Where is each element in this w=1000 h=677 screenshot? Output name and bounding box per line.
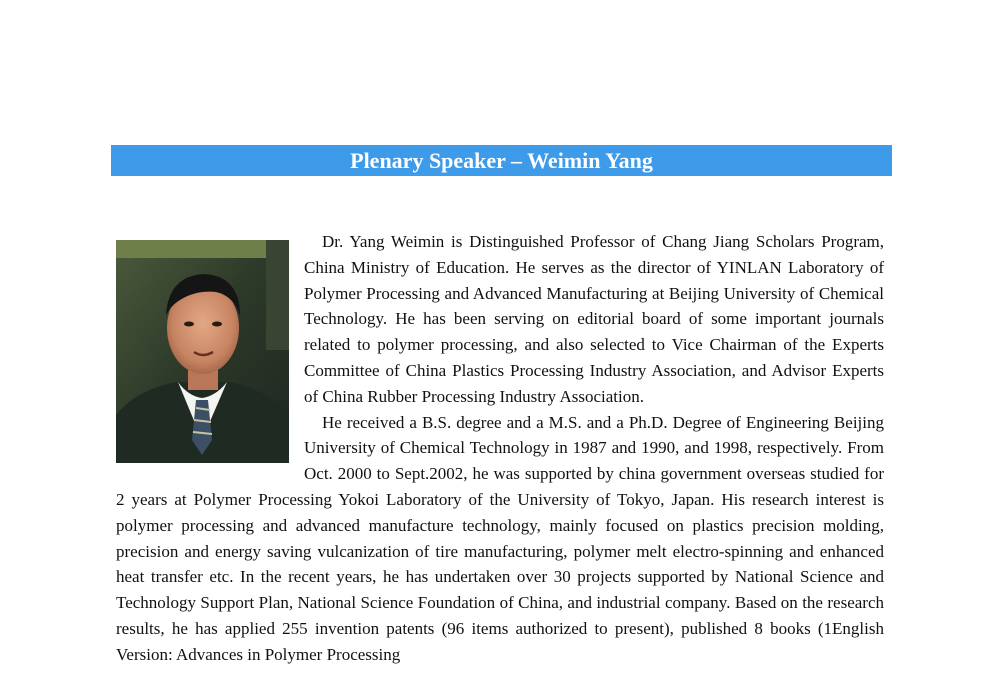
title-banner [111,145,892,176]
speaker-photo-image [116,240,289,463]
bio-paragraph-2: He received a B.S. degree and a M.S. and a Ph.D. Degree of Engineering Beijing University of Chemical Technology in 1987 and 1990, and 1998, respectively. From Oct. 2000 to Sept.2002, he was supported by china government overseas studied for 2 years at Polymer Processing Yokoi Laboratory of the University of Tokyo, Japan. His research interest is polymer processing and advanced manufacture technology, mainly focused on plastics precision molding, precision and energy saving vulcanization of tire manufacturing, polymer melt electro-spinning and enhanced heat transfer etc. In the recent years, he has undertaken over 30 projects supported by National Science and Technology Support Plan, National Science Foundation of China, and industrial company. Based on the research results, he has applied 255 invention patents (96 items authorized to present), published 8 books (1English Version: Advances in Polymer Processing [116,412,884,664]
bio-paragraph-1: Dr. Yang Weimin is Distinguished Professor of Chang Jiang Scholars Program, China Ministry of Education. He serves as the director of YINLAN Laboratory of Polymer Processing and Advanced Manufacturing at Beijing University of Chemical Technology. He has been serving on editorial board of some important journals related to polymer processing, and also selected to Vice Chairman of the Experts Committee of China Plastics Processing Industry Association, and Advisor Experts of China Rubber Processing Industry Association. [304,232,884,406]
page-title: Plenary Speaker – Weimin Yang [350,148,653,173]
bio-section [116,229,884,668]
speaker-portrait [116,240,289,463]
